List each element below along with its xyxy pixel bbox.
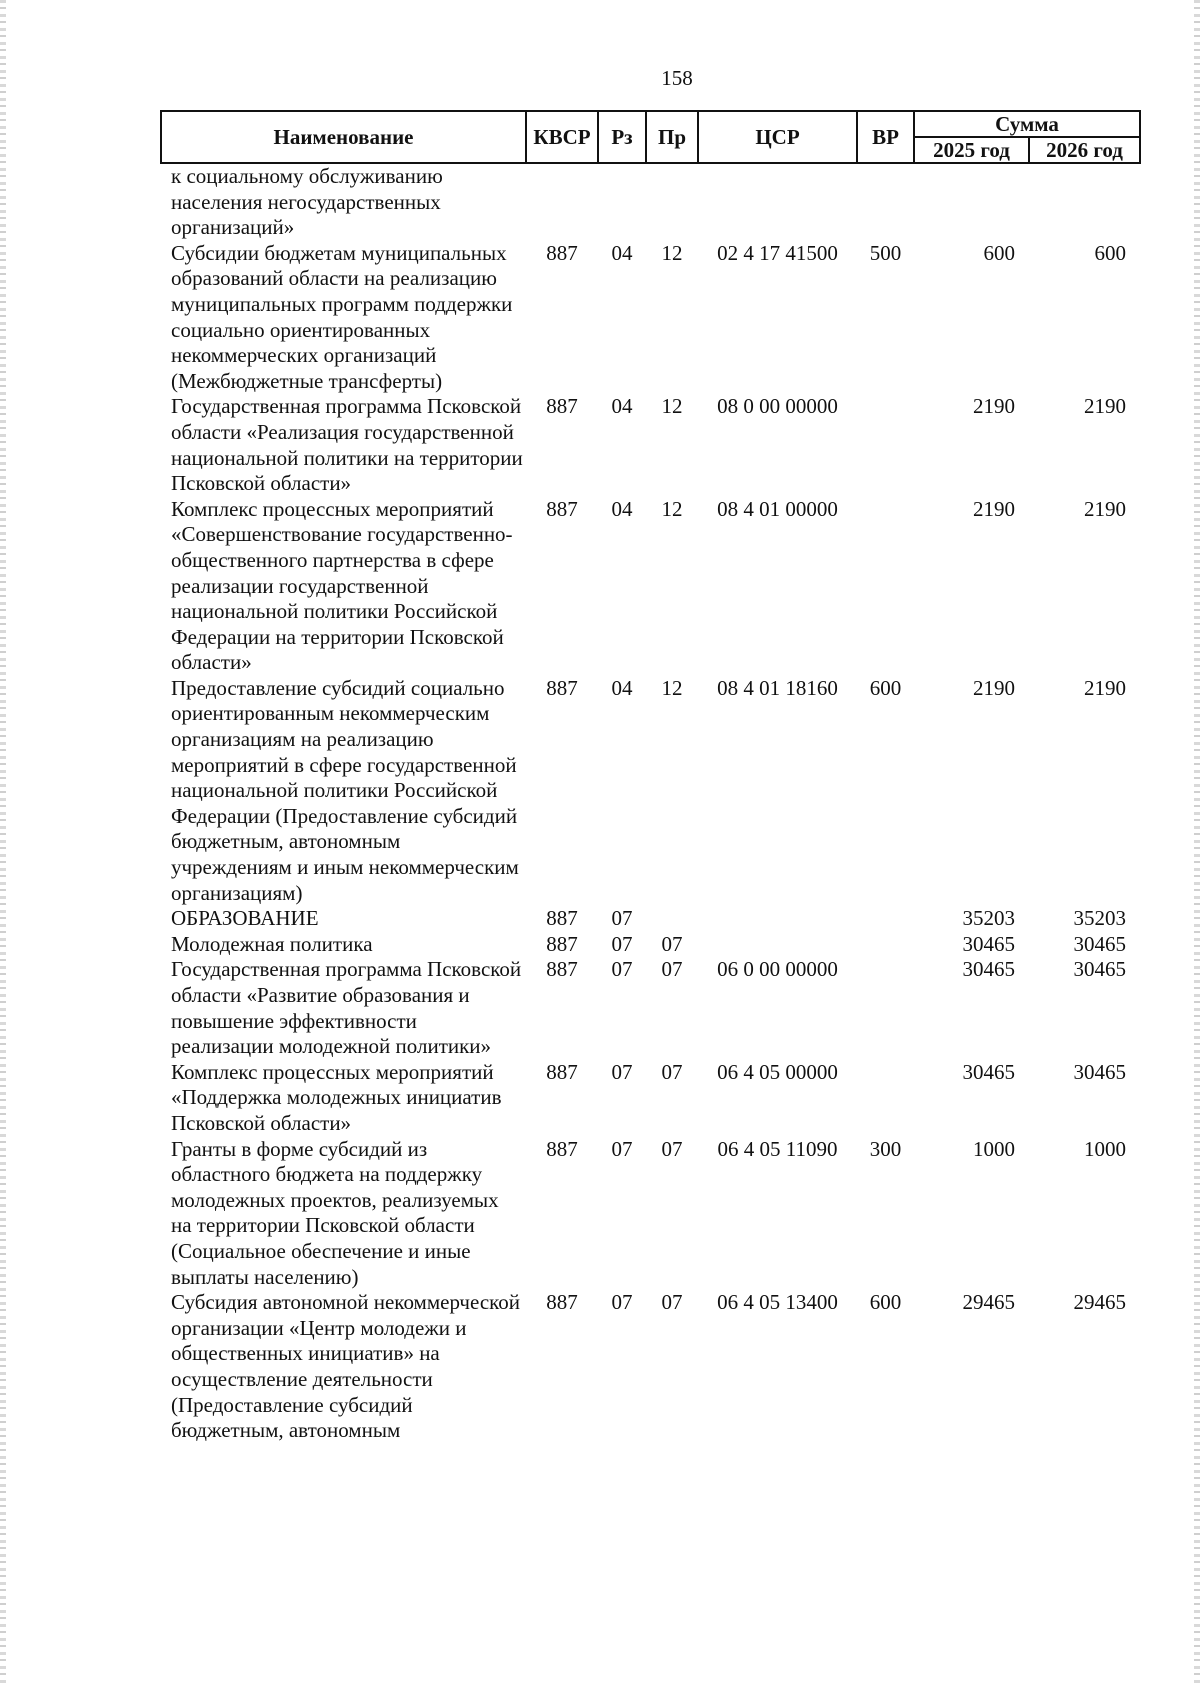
row-vr: 300 — [869, 1136, 902, 1161]
row-name: ОБРАЗОВАНИЕ — [171, 906, 319, 931]
row-rz: 04 — [611, 240, 633, 265]
row-pr — [646, 906, 698, 932]
header-kvsr: КВСР — [526, 111, 598, 163]
row-amount-2026 — [1029, 163, 1140, 241]
row-rz: 07 — [611, 1059, 633, 1084]
row-amount-2026: 35203 — [1073, 906, 1126, 931]
row-csr — [698, 163, 857, 241]
row-rz: 04 — [611, 394, 633, 419]
table-row — [161, 497, 1140, 676]
row-csr: 06 4 05 00000 — [717, 1059, 838, 1084]
row-name: Государственная программа Псковской области «Развитие образования и повышение эффективности реализации молодежной политики» — [171, 957, 522, 1059]
row-vr — [857, 1060, 914, 1137]
row-amount-2026: 29465 — [1073, 1290, 1126, 1315]
row-kvsr: 887 — [546, 906, 578, 931]
row-amount-2026: 1000 — [1084, 1136, 1126, 1161]
row-kvsr: 887 — [546, 675, 578, 700]
row-kvsr: 887 — [546, 496, 578, 521]
row-pr: 12 — [661, 240, 683, 265]
row-pr: 07 — [661, 1290, 683, 1315]
row-kvsr: 887 — [546, 1059, 578, 1084]
row-pr: 12 — [661, 394, 683, 419]
row-amount-2025: 2190 — [973, 496, 1015, 521]
row-csr — [698, 906, 857, 932]
row-amount-2025: 30465 — [962, 931, 1015, 956]
row-amount-2026: 600 — [1094, 240, 1126, 265]
budget-table — [160, 110, 1141, 1444]
table-row — [161, 241, 1140, 395]
row-amount-2026: 2190 — [1084, 394, 1126, 419]
row-csr: 06 4 05 13400 — [717, 1290, 838, 1315]
header-year-2026: 2026 год — [1029, 137, 1140, 163]
page-number: 158 — [661, 66, 693, 90]
row-vr: 600 — [869, 1290, 902, 1315]
row-name: Государственная программа Псковской области «Реализация государственной национальной политики на территории Псковской области» — [171, 394, 523, 496]
header-name: Наименование — [161, 111, 526, 163]
row-csr: 08 4 01 18160 — [717, 675, 838, 700]
row-rz: 04 — [611, 496, 633, 521]
row-name: к социальному обслуживанию населения негосударственных организаций» — [171, 164, 443, 240]
row-amount-2026: 30465 — [1073, 1059, 1126, 1084]
row-name: Гранты в форме субсидий из областного бюджета на поддержку молодежных проектов, реализуемых на территории Псковской области (Социальное обеспечение и иные выплаты населению) — [171, 1136, 499, 1289]
row-csr — [698, 932, 857, 958]
row-rz: 04 — [611, 675, 633, 700]
row-csr: 02 4 17 41500 — [717, 240, 838, 265]
row-amount-2025: 1000 — [973, 1136, 1015, 1161]
row-kvsr — [526, 163, 598, 241]
row-csr: 08 4 01 00000 — [717, 496, 838, 521]
header-csr: ЦСР — [698, 111, 857, 163]
row-vr: 600 — [869, 675, 902, 700]
row-pr: 07 — [661, 1136, 683, 1161]
row-kvsr: 887 — [546, 957, 578, 982]
row-vr — [857, 906, 914, 932]
row-amount-2026: 2190 — [1084, 496, 1126, 521]
row-vr: 500 — [869, 240, 902, 265]
row-rz: 07 — [611, 1136, 633, 1161]
header-pr: Пр — [646, 111, 698, 163]
table-row — [161, 1290, 1140, 1444]
row-vr — [857, 957, 914, 1059]
row-amount-2025: 30465 — [962, 1059, 1015, 1084]
row-amount-2026: 2190 — [1084, 675, 1126, 700]
table-row — [161, 906, 1140, 932]
row-kvsr: 887 — [546, 1136, 578, 1161]
row-csr: 06 0 00 00000 — [717, 957, 838, 982]
table-row — [161, 163, 1140, 241]
row-rz: 07 — [611, 957, 633, 982]
row-pr: 07 — [661, 957, 683, 982]
row-name: Комплекс процессных мероприятий «Поддержка молодежных инициатив Псковской области» — [171, 1059, 502, 1135]
scan-edge-right — [1194, 0, 1200, 1686]
row-rz: 07 — [611, 1290, 633, 1315]
row-vr — [857, 163, 914, 241]
row-amount-2026: 30465 — [1073, 957, 1126, 982]
row-name: Предоставление субсидий социально ориентированным некоммерческим организациям на реализацию мероприятий в сфере государственной национальной политики Российской Федерации (Предоставление субсидий бюджетным, автономным учреждениям и иным некоммерческим организациям) — [171, 675, 519, 905]
row-pr: 07 — [661, 1059, 683, 1084]
row-kvsr: 887 — [546, 394, 578, 419]
row-amount-2025: 2190 — [973, 675, 1015, 700]
table-row — [161, 1137, 1140, 1291]
table-body — [161, 163, 1140, 1444]
row-pr — [646, 163, 698, 241]
header-rz: Рз — [598, 111, 646, 163]
header-vr: ВР — [857, 111, 914, 163]
row-vr — [857, 497, 914, 676]
row-kvsr: 887 — [546, 1290, 578, 1315]
row-amount-2025: 29465 — [962, 1290, 1015, 1315]
row-kvsr: 887 — [546, 931, 578, 956]
row-name: Комплекс процессных мероприятий «Совершенствование государственно-общественного партнерства в сфере реализации государственной национальной политики Российской Федерации на территории Псковской области» — [171, 496, 513, 675]
header-sum: Сумма — [914, 111, 1140, 137]
row-csr: 08 0 00 00000 — [717, 394, 838, 419]
table-row — [161, 394, 1140, 496]
row-rz: 07 — [611, 906, 633, 931]
row-amount-2025: 600 — [983, 240, 1015, 265]
row-rz: 07 — [611, 931, 633, 956]
row-amount-2025 — [914, 163, 1029, 241]
row-pr: 12 — [661, 496, 683, 521]
table-row — [161, 932, 1140, 958]
row-csr: 06 4 05 11090 — [717, 1136, 838, 1161]
row-pr: 12 — [661, 675, 683, 700]
row-name: Молодежная политика — [171, 931, 373, 956]
row-amount-2025: 2190 — [973, 394, 1015, 419]
table-row — [161, 676, 1140, 906]
row-name: Субсидия автономной некоммерческой организации «Центр молодежи и общественных инициатив» на осуществление деятельности (Предоставление субсидий бюджетным, автономным — [171, 1290, 521, 1443]
table-row — [161, 957, 1140, 1059]
table-header — [161, 111, 1140, 163]
row-kvsr: 887 — [546, 240, 578, 265]
row-vr — [857, 932, 914, 958]
scan-edge-left — [0, 0, 6, 1686]
row-amount-2025: 35203 — [962, 906, 1015, 931]
row-pr: 07 — [661, 931, 683, 956]
table-row — [161, 1060, 1140, 1137]
row-amount-2025: 30465 — [962, 957, 1015, 982]
row-rz — [598, 163, 646, 241]
row-amount-2026: 30465 — [1073, 931, 1126, 956]
header-year-2025: 2025 год — [914, 137, 1029, 163]
row-vr — [857, 394, 914, 496]
row-name: Субсидии бюджетам муниципальных образований области на реализацию муниципальных программ поддержки социально ориентированных некоммерческих организаций (Межбюджетные трансферты) — [171, 240, 513, 393]
